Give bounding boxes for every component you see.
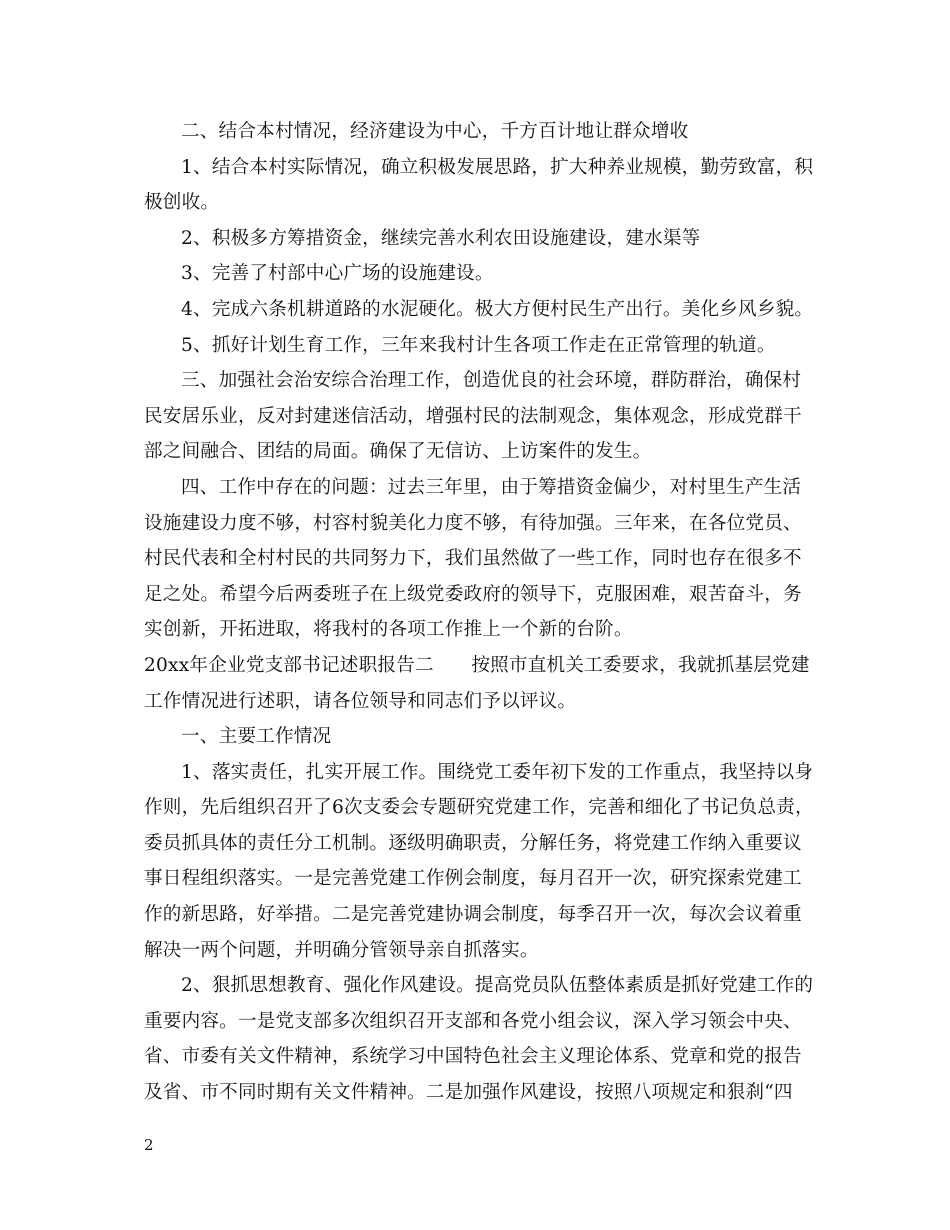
text-line: 作则，先后组织召开了6次支委会专题研究党建工作，完善和细化了书记负总责， bbox=[144, 797, 814, 819]
text-line: 村民代表和全村村民的共同努力下，我们虽然做了一些工作，同时也存在很多不 bbox=[144, 548, 802, 570]
text-line: 民安居乐业，反对封建迷信活动，增强村民的法制观念，集体观念，形成党群干 bbox=[144, 405, 802, 427]
document-body bbox=[144, 114, 814, 1111]
text-line: 5、抓好计划生育工作，三年来我村计生各项工作走在正常管理的轨道。 bbox=[181, 334, 776, 356]
text-line: 四、工作中存在的问题：过去三年里，由于筹措资金偏少，对村里生产生活 bbox=[181, 476, 802, 498]
text-line: 一、主要工作情况 bbox=[181, 726, 332, 748]
page-number: 2 bbox=[144, 1136, 154, 1154]
text-line: 部之间融合、团结的局面。确保了无信访、上访案件的发生。 bbox=[144, 441, 652, 463]
text-line: 20xx年企业党支部书记述职报告二 按照市直机关工委要求，我就抓基层党建 bbox=[144, 654, 810, 676]
text-line: 1、结合本村实际情况，确立积极发展思路，扩大种养业规模，勤劳致富，积 bbox=[181, 156, 814, 178]
text-line: 重要内容。一是党支部多次组织召开支部和各党小组会议，深入学习领会中央、 bbox=[144, 1010, 802, 1032]
text-line: 2、积极多方筹措资金，继续完善水利农田设施建设，建水渠等 bbox=[181, 227, 701, 249]
text-line: 1、落实责任，扎实开展工作。围绕党工委年初下发的工作重点，我坚持以身 bbox=[181, 761, 814, 783]
text-line: 作的新思路，好举措。二是完善党建协调会制度，每季召开一次，每次会议着重 bbox=[144, 904, 802, 926]
text-line: 事日程组织落实。一是完善党建工作例会制度，每月召开一次，研究探索党建工 bbox=[144, 868, 802, 890]
text-line: 工作情况进行述职，请各位领导和同志们予以评议。 bbox=[144, 690, 577, 712]
text-line: 委员抓具体的责任分工机制。逐级明确职责，分解任务，将党建工作纳入重要议 bbox=[144, 832, 802, 854]
text-line: 二、结合本村情况，经济建设为中心，千方百计地让群众增收 bbox=[181, 121, 689, 142]
text-line: 解决一两个问题，并明确分管领导亲自抓落实。 bbox=[144, 939, 539, 961]
text-line: 足之处。希望今后两委班子在上级党委政府的领导下，克服困难，艰苦奋斗，务 bbox=[144, 583, 802, 605]
text-line: 设施建设力度不够，村容村貌美化力度不够，有待加强。三年来，在各位党员、 bbox=[144, 512, 802, 534]
text-line: 省、市委有关文件精神，系统学习中国特色社会主义理论体系、党章和党的报告 bbox=[144, 1046, 802, 1068]
text-line: 4、完成六条机耕道路的水泥硬化。极大方便村民生产出行。美化乡风乡貌。 bbox=[181, 298, 814, 320]
text-line: 实创新，开拓进取，将我村的各项工作推上一个新的台阶。 bbox=[144, 619, 633, 641]
text-line: 及省、市不同时期有关文件精神。二是加强作风建设，按照八项规定和狠刹“四 bbox=[144, 1082, 793, 1104]
text-line: 3、完善了村部中心广场的设施建设。 bbox=[181, 263, 494, 285]
text-line: 极创收。 bbox=[144, 192, 220, 214]
text-line: 三、加强社会治安综合治理工作，创造优良的社会环境，群防群治，确保村 bbox=[181, 370, 802, 392]
text-line: 2、狠抓思想教育、强化作风建设。提高党员队伍整体素质是抓好党建工作的 bbox=[181, 975, 814, 997]
